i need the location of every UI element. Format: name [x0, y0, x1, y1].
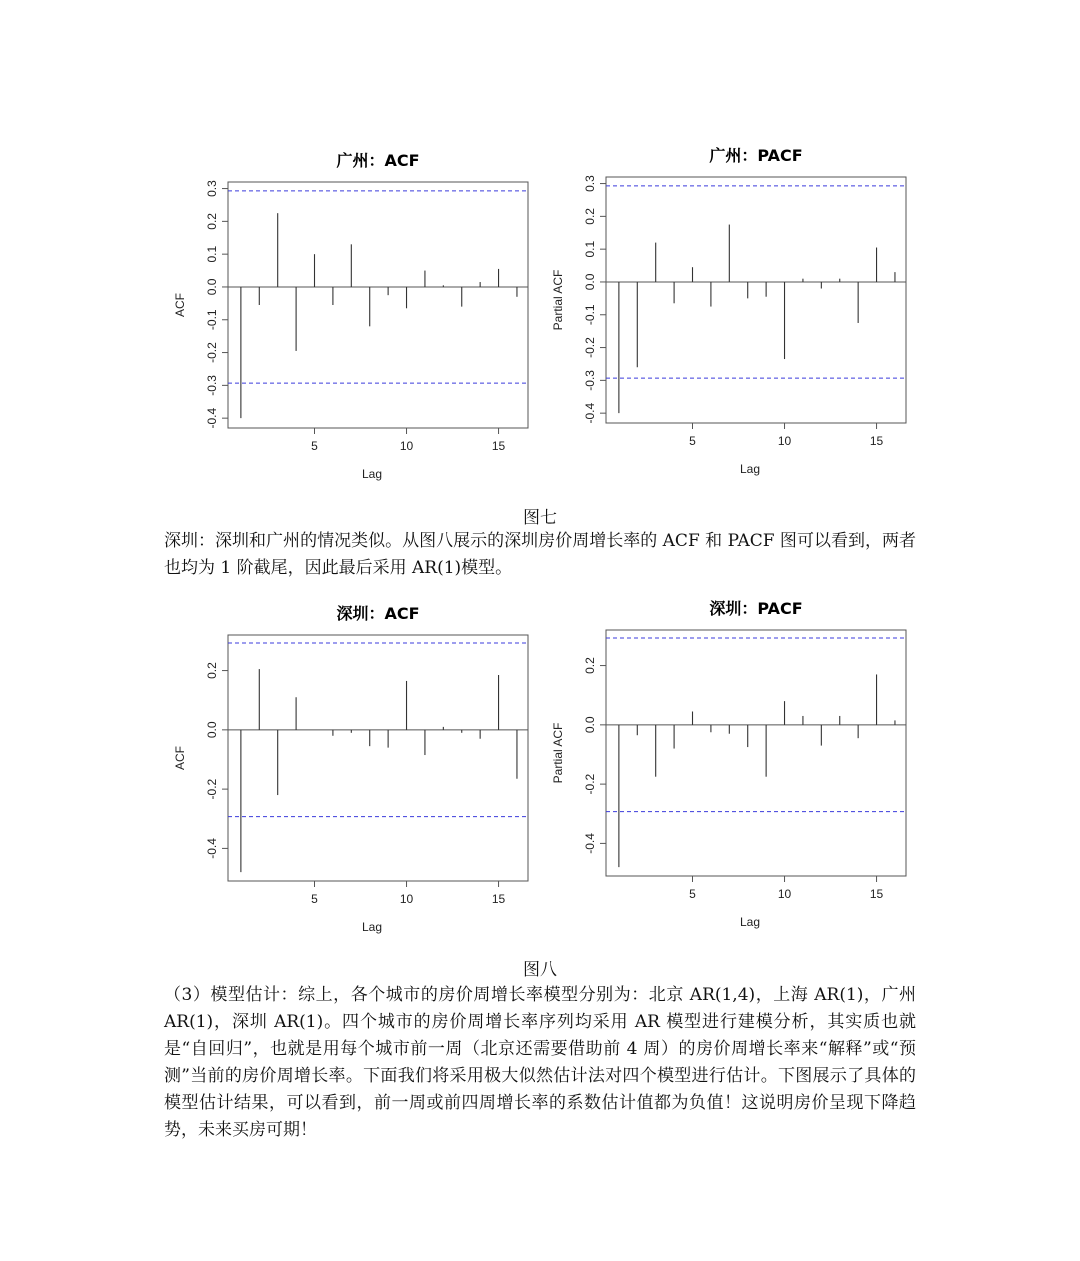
- plot-frame: [606, 177, 906, 423]
- y-tick-label: 0.0: [205, 278, 219, 296]
- y-tick-label: 0.1: [205, 245, 219, 263]
- y-tick-label: -0.2: [205, 342, 219, 363]
- chart-title: 深圳：PACF: [709, 599, 803, 618]
- x-axis-label: Lag: [739, 462, 761, 476]
- x-tick-label: 10: [399, 892, 414, 906]
- x-tick-label: 5: [311, 892, 318, 906]
- x-tick-label: 5: [689, 887, 696, 901]
- chart-guangzhou-acf: [170, 140, 530, 490]
- x-tick-label: 10: [777, 887, 792, 901]
- gz-pacf-svg: [548, 135, 908, 485]
- x-tick-label: 10: [399, 439, 414, 453]
- chart-shenzhen-pacf: [548, 588, 908, 938]
- y-tick-label: -0.1: [205, 309, 219, 331]
- figure7-caption: 图七: [523, 508, 557, 528]
- y-tick-label: -0.4: [205, 407, 219, 429]
- y-tick-label: -0.3: [205, 375, 219, 396]
- x-tick-label: 5: [689, 434, 696, 448]
- y-tick-label: 0.3: [583, 175, 597, 192]
- x-tick-label: 15: [869, 887, 884, 901]
- x-tick-label: 10: [777, 434, 792, 448]
- x-axis-label: Lag: [361, 920, 383, 934]
- y-axis-label: Partial ACF: [551, 269, 565, 331]
- y-tick-label: 0.2: [583, 208, 597, 225]
- y-axis-label: ACF: [173, 293, 187, 317]
- plot-frame: [606, 630, 906, 876]
- y-axis-label: Partial ACF: [551, 722, 565, 784]
- y-tick-label: -0.3: [583, 370, 597, 391]
- y-tick-label: 0.0: [583, 273, 597, 291]
- y-tick-label: -0.4: [205, 838, 219, 859]
- figure8-caption: 图八: [523, 960, 557, 980]
- sz-acf-svg: [170, 593, 530, 943]
- y-tick-label: -0.2: [583, 337, 597, 358]
- plot-frame: [228, 635, 528, 881]
- y-tick-label: -0.4: [583, 402, 597, 424]
- chart-shenzhen-acf: [170, 593, 530, 943]
- sz-pacf-svg: [548, 588, 908, 938]
- chart-title: 广州：ACF: [336, 151, 420, 170]
- x-tick-label: 5: [311, 439, 318, 453]
- y-tick-label: -0.2: [205, 778, 219, 800]
- plot-frame: [228, 182, 528, 428]
- y-tick-label: 0.0: [583, 716, 597, 734]
- x-axis-label: Lag: [361, 467, 383, 481]
- y-tick-label: 0.2: [205, 213, 219, 230]
- x-tick-label: 15: [869, 434, 884, 448]
- chart-title: 深圳：ACF: [336, 604, 420, 623]
- y-axis-label: ACF: [173, 746, 187, 770]
- x-tick-label: 15: [491, 892, 506, 906]
- y-tick-label: 0.1: [583, 240, 597, 258]
- y-tick-label: 0.0: [205, 721, 219, 739]
- gz-acf-svg: [170, 140, 530, 490]
- x-axis-label: Lag: [739, 915, 761, 929]
- y-tick-label: 0.2: [205, 662, 219, 679]
- y-tick-label: 0.2: [583, 657, 597, 674]
- y-tick-label: 0.3: [205, 180, 219, 197]
- y-tick-label: -0.1: [583, 304, 597, 326]
- y-tick-label: -0.4: [583, 833, 597, 854]
- x-tick-label: 15: [491, 439, 506, 453]
- paragraph-shenzhen: 深圳：深圳和广州的情况类似。从图八展示的深圳房价周增长率的 ACF 和 PACF 图可以看到，两者也均为 1 阶截尾，因此最后采用 AR(1)模型。: [164, 531, 916, 578]
- chart-title: 广州：PACF: [709, 146, 803, 165]
- y-tick-label: -0.2: [583, 773, 597, 795]
- paragraph-model-estimation: （3）模型估计：综上，各个城市的房价周增长率模型分别为：北京 AR(1,4)，上海 AR(1)，广州 AR(1)，深圳 AR(1)。四个城市的房价周增长率序列均采用 AR 模型进行建模分析，其实质也就是“自回归”，也就是用每个城市前一周（北京还需要借助前 4 周）的房价周增长率来“解释”或“预测”当前的房价周增长率。下面我们将采用极大似然估计法对四个模型进行估计。下图展示了具体的模型估计结果，可以看到，前一周或前四周增长率的系数估计值都为负值！这说明房价呈现下降趋势，未来买房可期！: [164, 985, 916, 1140]
- chart-guangzhou-pacf: [548, 135, 908, 485]
